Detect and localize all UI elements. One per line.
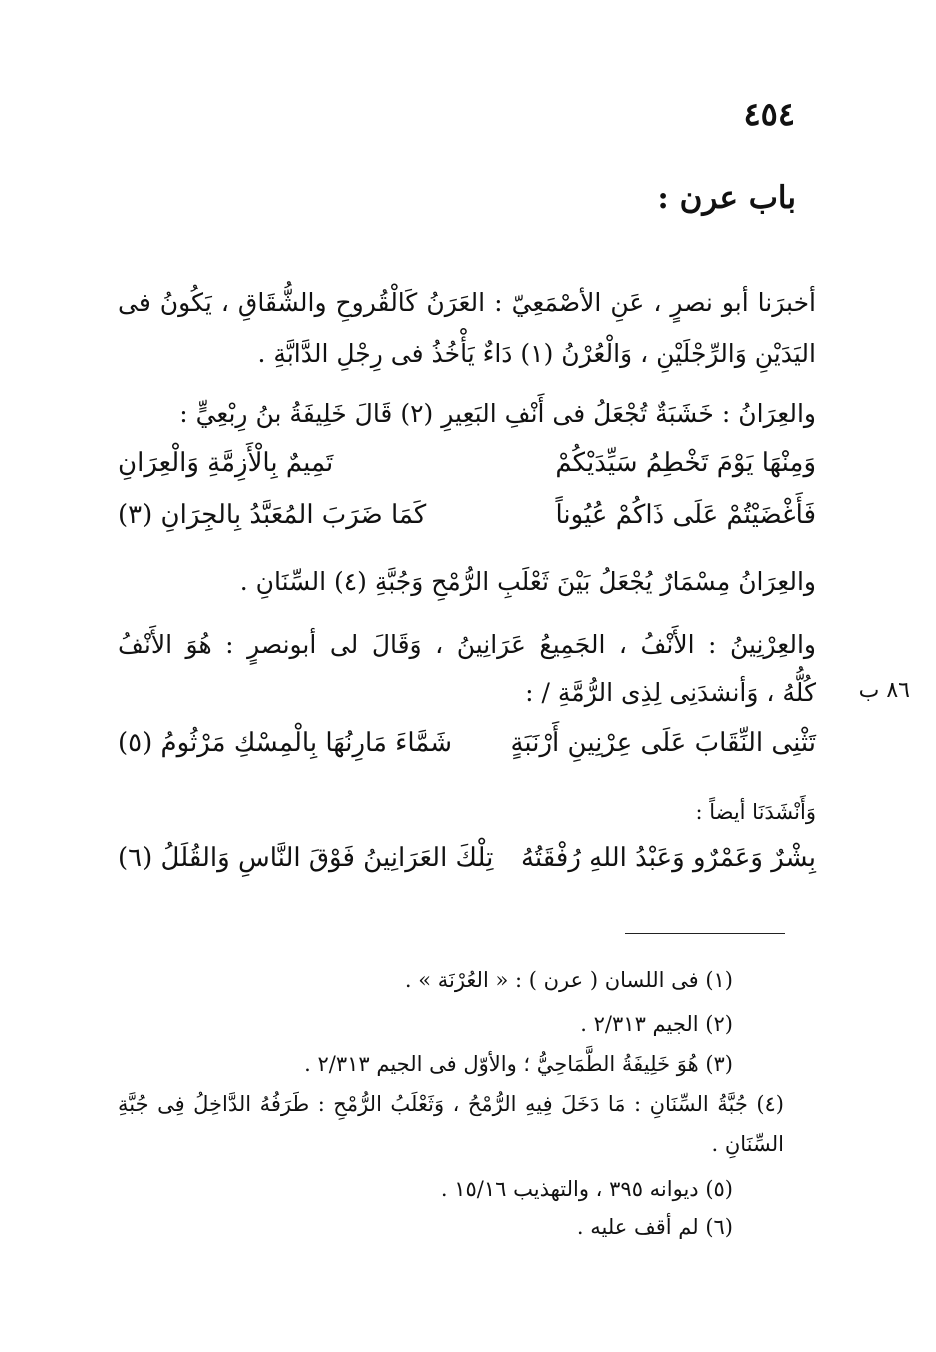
paragraph-line: وَأَنْشَدَنَا أيضاً : [695,800,816,824]
verse-hemistich-left: كَمَا ضَرَبَ المُعَبَّدُ بِالجِرَانِ (٣) [118,500,427,530]
margin-folio-note: ٨٦ ب [858,678,910,703]
page-number: ٤٥٤ [743,95,795,133]
verse-hemistich-right: فَأَغْضَيْتُمْ عَلَى ذَاكُمْ عُيُوناً [555,500,816,530]
verse-line [118,843,816,873]
verse-line [118,500,816,530]
paragraph-line: أخبرَنا أبو نصرٍ ، عَنِ الأصْمَعِيّ : العَرَنُ كَالْقُروحِ والشُّقَاقِ ، يَكُونُ فى [118,288,816,317]
verse-hemistich-right: بِشْرٌ وَعَمْرٌو وَعَبْدُ اللهِ رُفْقَتُهُ [520,843,816,873]
verse-hemistich-left: تَمِيمٌ بِالْأَزِمَّةِ وَالْعِرَانِ [118,448,334,478]
verse-hemistich-left: شَمَّاءَ مَارِنُهَا بِالْمِسْكِ مَرْثُومُ (٥) [118,728,453,758]
footnote: (٦) لم أقف عليه . [576,1215,733,1239]
paragraph-line: والعِرَانُ : خَشَبَةٌ تُجْعَلُ فى أَنْفِ البَعِيرِ (٢) قَالَ خَلِيفَةُ بنُ رِبْعِيٍّ : [179,399,816,428]
paragraph-line: كُلُّهُ ، وَأنشدَنِى لِذِى الرُّمَّةِ / : [525,678,816,707]
verse-line [118,728,816,758]
footnote: (٤) جُبَّةُ السِّنَانِ : مَا دَخَلَ فِيهِ الرُّمْحُ ، وَثَعْلَبُ الرُّمْحِ : طَرَفُهُ الدَّاخِلُ فِى جُبَّةِ [118,1092,784,1116]
footnote: (١) فى اللسان ( عرن ) : « العُرْنَة » . [404,968,733,992]
paragraph-line: اليَدَيْنِ وَالرِّجْلَيْنِ ، وَالْعُرْنُ (١) دَاءٌ يَأْخُذُ فى رِجْلِ الدَّابَّةِ . [257,339,816,368]
paragraph-line: والعِرَانُ مِسْمَارٌ يُجْعَلُ بَيْنَ ثَعْلَبِ الرُّمْحِ وَجُبَّةِ (٤) السِّنَانِ . [239,567,816,596]
section-title: باب عرن : [657,180,796,216]
verse-hemistich-right: وَمِنْهَا يَوْمَ تَخْطِمُ سَيِّدَيْكُمْ [555,448,816,478]
footnote: (٢) الجيم ٢/٣١٣ . [580,1012,733,1036]
verse-hemistich-left: تِلْكَ العَرَانِينُ فَوْقَ النَّاسِ وَالقُلَلُ (٦) [118,843,494,873]
footnote-continuation: السِّنَانِ . [711,1132,784,1156]
verse-line [118,448,816,478]
verse-hemistich-right: تَثْنِى النِّقَابَ عَلَى عِرْنِينِ أَرْنَبَةٍ [510,728,816,758]
footnote-separator [625,933,785,934]
paragraph-line: والعِرْنِينُ : الأَنْفُ ، الجَمِيعُ عَرَانِينُ ، وَقَالَ لى أبونصرٍ : هُوَ الأَنْفُ [118,630,816,659]
footnote: (٣) هُوَ خَلِيفَةُ الطَّمَاحِيُّ ؛ والأوّل فى الجيم ٢/٣١٣ . [304,1052,733,1076]
footnote: (٥) ديوانه ٣٩٥ ، والتهذيب ١٥/١٦ . [440,1177,733,1201]
